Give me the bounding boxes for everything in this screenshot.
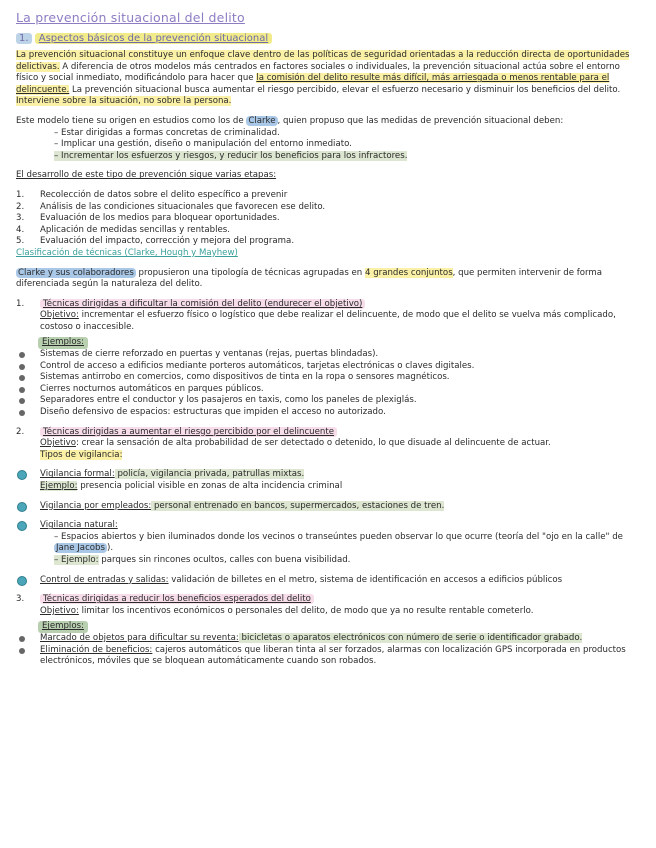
stage-number: 4. xyxy=(16,224,25,235)
intro-text-d: La prevención situacional busca aumentar el riesgo percibido, elevar el esfuerzo necesario y disminuir los beneficios del delito. xyxy=(69,84,621,95)
origin-text-a: Este modelo tiene su origen en estudios como los de xyxy=(16,115,247,126)
technique-2-objective xyxy=(16,438,642,450)
example-item: Sistemas antirrobo en comercios, como dispositivos de tinta en la ropa o sensores magnéticos. xyxy=(16,372,642,384)
example-item: Separadores entre el conductor y los pasajeros en taxis, como los paneles de plexiglás. xyxy=(16,395,642,407)
requirement-item: – Implicar una gestión, diseño o manipulación del entorno inmediato. xyxy=(54,139,352,150)
detail-text-b: ). xyxy=(106,543,114,554)
objective-label: Objetivo: xyxy=(40,605,79,616)
technique-1-heading xyxy=(16,299,642,311)
stage-item xyxy=(16,202,642,214)
vigilance-label: Vigilancia natural: xyxy=(40,520,118,531)
classification-heading: Clasificación de técnicas (Clarke, Hough y Mayhew) xyxy=(16,247,238,258)
objective-text: incrementar el esfuerzo físico o logístico que debe realizar el delincuente, de modo que el delito se vuelva más complicado, costoso o inaccesible. xyxy=(40,310,616,332)
origin-paragraph xyxy=(16,116,642,128)
example-item: Sistemas de cierre reforzado en puertas y ventanas (rejas, puertas blindadas). xyxy=(16,349,642,361)
example-label: Ejemplo: xyxy=(40,481,78,491)
example-item xyxy=(16,633,642,645)
technique-1-objective xyxy=(16,310,642,333)
vigilance-label: Vigilancia formal: xyxy=(40,469,115,480)
technique-title: Técnicas dirigidas a reducir los beneficios esperados del delito xyxy=(40,594,314,604)
objective-label: Objetivo: xyxy=(40,310,79,321)
vigilance-natural xyxy=(16,520,642,566)
stage-text: Recolección de datos sobre el delito específico a prevenir xyxy=(40,189,288,200)
natural-vigilance-detail xyxy=(40,532,642,555)
classification-text-b: propusieron una tipología de técnicas agrupadas en xyxy=(135,267,365,278)
stage-number: 5. xyxy=(16,236,25,247)
bullet-dot-icon xyxy=(17,502,27,512)
technique-3-examples xyxy=(16,633,642,668)
intro-text-b: A diferencia de otros modelos más centrados en factores sociales o individuales, la prevención situacional actúa sobre el entorno físico y social inmediato, modificándolo para hacer que xyxy=(16,61,620,84)
objective-text: : crear la sensación de alta probabilidad de ser detectado o detenido, lo que disuade al delincuente de actuar. xyxy=(76,438,551,449)
example-text: parques sin rincones ocultos, calles con buena visibilidad. xyxy=(98,554,351,565)
requirement-item: – Estar dirigidas a formas concretas de criminalidad. xyxy=(54,127,280,138)
vigilance-access-control xyxy=(16,575,642,587)
clarke-highlight: Clarke xyxy=(248,115,276,126)
technique-number: 1. xyxy=(16,298,25,309)
example-item: Cierres nocturnos automáticos en parques públicos. xyxy=(16,384,642,396)
vigilance-text: validación de billetes en el metro, sistema de identificación en accesos a edificios públicos xyxy=(168,574,563,585)
vigilance-text: personal entrenado en bancos, supermercados, estaciones de tren. xyxy=(151,500,445,511)
technique-1 xyxy=(16,299,642,419)
stage-item xyxy=(16,236,642,248)
classification-intro xyxy=(16,268,642,291)
vigilance-types-highlight: Tipos de vigilancia: xyxy=(40,449,123,460)
requirement-item xyxy=(16,151,642,163)
intro-highlight-a: La prevención situacional constituye un enfoque clave dentro de las políticas de seguridad orientadas a la reducción directa de oportunidades delictivas. xyxy=(16,50,630,72)
stage-item xyxy=(16,190,642,202)
technique-number: 3. xyxy=(16,594,25,605)
classification-text-d: , que permiten intervenir de forma diferenciada según la naturaleza del delito. xyxy=(16,267,603,290)
technique-title: Técnicas dirigidas a dificultar la comisión del delito (endurecer el objetivo) xyxy=(40,299,365,309)
technique-3-objective xyxy=(16,606,642,618)
stage-text: Evaluación del impacto, corrección y mejora del programa. xyxy=(40,236,295,247)
example-item xyxy=(16,645,642,668)
stage-number: 1. xyxy=(16,189,25,200)
examples-badge: Ejemplos: xyxy=(38,621,88,633)
vigilance-label: Vigilancia por empleados: xyxy=(40,500,152,511)
stages-list xyxy=(16,190,642,248)
intro-highlight-c: la comisión del delito resulte más difícil, más arriesgada o menos rentable para el delincuente. xyxy=(16,73,610,95)
stages-intro: El desarrollo de este tipo de prevención sigue varias etapas: xyxy=(16,170,277,181)
vigilance-employees xyxy=(16,501,642,513)
natural-vigilance-example xyxy=(40,555,642,567)
section-number: 1. xyxy=(16,33,32,44)
example-label: Eliminación de beneficios: xyxy=(40,644,153,655)
page-title: La prevención situacional del delito xyxy=(16,10,245,25)
stage-text: Aplicación de medidas sencillas y rentables. xyxy=(40,224,230,235)
vigilance-label: Control de entradas y salidas: xyxy=(40,574,169,585)
four-groups-highlight: 4 grandes conjuntos xyxy=(365,267,453,278)
example-text: bicicletas o aparatos electrónicos con número de serie o identificador grabado. xyxy=(238,632,583,643)
stage-text: Análisis de las condiciones situacionales que favorecen ese delito. xyxy=(40,201,326,212)
technique-3-heading xyxy=(16,594,642,606)
stage-number: 3. xyxy=(16,213,25,224)
technique-2-heading xyxy=(16,427,642,439)
stage-item xyxy=(16,213,642,225)
technique-3 xyxy=(16,594,642,668)
technique-2 xyxy=(16,427,642,587)
example-item: Control de acceso a edificios mediante porteros automáticos, tarjetas electrónicas o claves digitales. xyxy=(16,361,642,373)
vigilance-types-label xyxy=(16,450,642,462)
jane-jacobs-highlight: Jane Jacobs xyxy=(56,543,105,554)
example-item: Diseño defensivo de espacios: estructuras que impiden el acceso no autorizado. xyxy=(16,407,642,419)
objective-text: limitar los incentivos económicos o personales del delito, de modo que ya no resulte rentable cometerlo. xyxy=(78,605,534,616)
example-label: Marcado de objetos para dificultar su reventa: xyxy=(40,632,239,643)
stage-item xyxy=(16,225,642,237)
vigilance-formal xyxy=(16,469,642,492)
technique-title: Técnicas dirigidas a aumentar el riesgo percibido por el delincuente xyxy=(40,427,337,437)
origin-text-c: , quien propuso que las medidas de prevención situacional deben: xyxy=(277,115,564,126)
clarke-collaborators-highlight: Clarke y sus colaboradores xyxy=(18,267,134,278)
bullet-dot-icon xyxy=(17,521,27,531)
bullet-dot-icon xyxy=(17,576,27,586)
stage-text: Evaluación de los medios para bloquear oportunidades. xyxy=(40,213,280,224)
intro-paragraph xyxy=(16,50,642,108)
detail-text-a: – Espacios abiertos y bien iluminados donde los vecinos o transeúntes pueden observar lo que ocurre (teoría del "ojo en la calle" de xyxy=(54,531,623,542)
objective-label: Objetivo xyxy=(40,438,76,449)
intro-highlight-e: Interviene sobre la situación, no sobre la persona. xyxy=(16,96,232,107)
section-title: Aspectos básicos de la prevención situacional xyxy=(35,33,272,44)
bullet-dot-icon xyxy=(17,470,27,480)
technique-1-examples xyxy=(16,349,642,419)
examples-badge: Ejemplos: xyxy=(38,337,88,349)
stage-number: 2. xyxy=(16,201,25,212)
example-label: – Ejemplo: xyxy=(54,554,99,565)
requirement-highlight: – Incrementar los esfuerzos y riesgos, y reducir los beneficios para los infractores. xyxy=(54,150,408,161)
section-heading xyxy=(16,32,642,46)
technique-number: 2. xyxy=(16,426,25,437)
example-text: cajeros automáticos que liberan tinta al ser forzados, alarmas con localización GPS incorporada en productos electrónicos, móviles que se bloquean automáticamente cuando son robados. xyxy=(40,644,626,667)
vigilance-text: policía, vigilancia privada, patrullas mixtas. xyxy=(114,469,305,480)
requirements-list xyxy=(16,128,642,163)
example-text: presencia policial visible en zonas de alta incidencia criminal xyxy=(77,481,343,491)
